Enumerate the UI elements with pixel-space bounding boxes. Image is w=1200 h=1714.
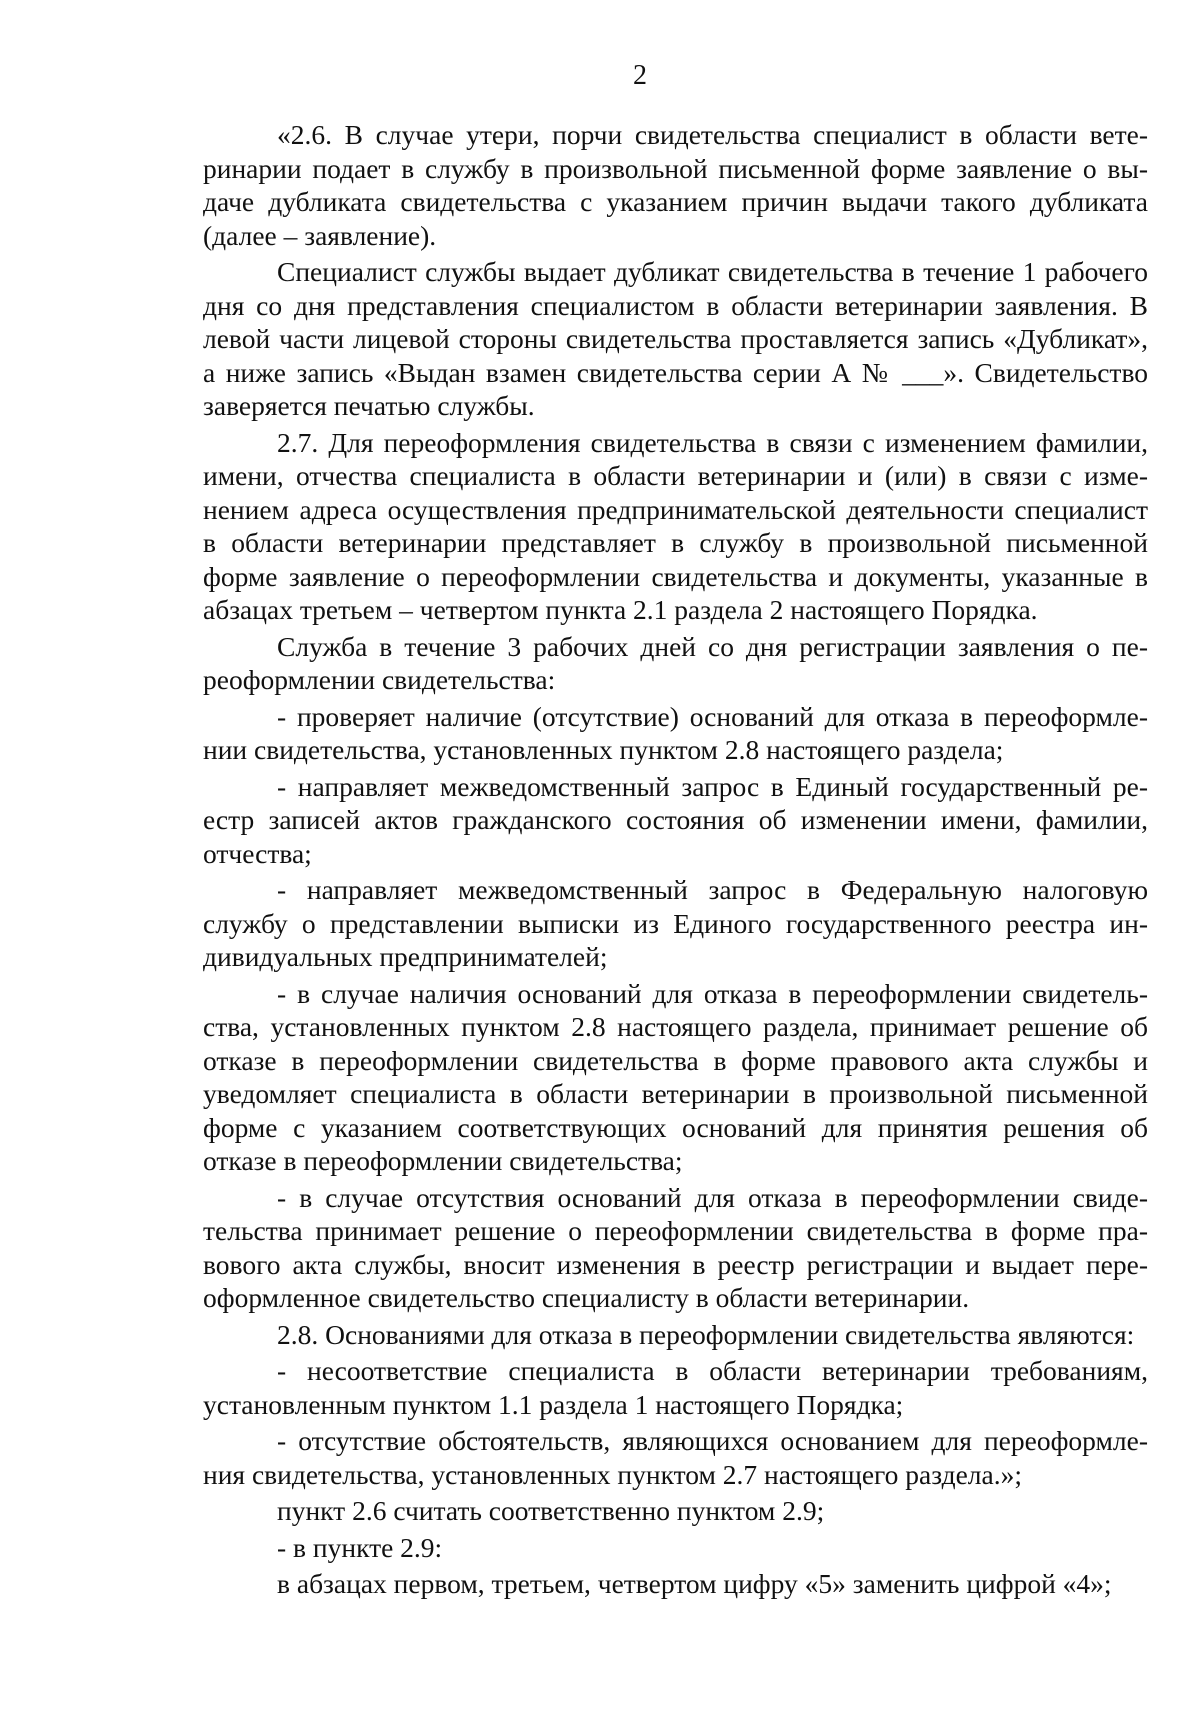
list-item-no-circumstances: - отсутствие обстоятельств, являющихся основанием для переоформления свидетельства, установленных пунктом 2.7 настоящего раздела.»; [203,1425,1148,1490]
page-number: 2 [633,60,647,91]
list-item-refusal-decision: - в случае наличия оснований для отказа в переоформлении свидетельства, установленных пунктом 2.8 настоящего раздела, принимает решение об отказе в переоформлении свидетельства в форме правового акта службы и уведомляет специалиста в области ветеринарии в произвольной письменной форме с указанием соответствующих оснований для принятия решения об отказе в переоформлении свидетельства; [203,977,1148,1176]
paragraph-in-point-2-9: - в пункте 2.9: [277,1531,443,1563]
paragraph-2-6: «2.6. В случае утери, порчи свидетельства специалист в области ветеринарии подает в службу в произвольной письменной форме заявление о выдаче дубликата свидетельства с указанием причин выдачи такого дубликата (далее – заявление). [203,119,1148,251]
paragraph-duplicate-issue: Специалист службы выдает дубликат свидетельства в течение 1 рабочего дня со дня представления специалистом в области ветеринарии заявления. В левой части лицевой стороны свидетельства проставляется запись «Дубликат», а ниже запись «Выдан взамен свидетельства серии А № ___». Свидетельство заверяется печатью службы. [203,256,1148,421]
paragraph-replace-digit: в абзацах первом, третьем, четвертом цифру «5» заменить цифрой «4»; [277,1568,1112,1599]
paragraph-2-7: 2.7. Для переоформления свидетельства в связи с изменением фамилии, имени, отчества специалиста в области ветеринарии и (или) в связи с изменением адреса осуществления предпринимательской деятельности специалист в области ветеринарии представляет в службу в произвольной письменной форме заявление о переоформлении свидетельства и документы, указанные в абзацах третьем – четвертом пункта 2.1 раздела 2 настоящего Порядка. [203,426,1148,625]
paragraph-service-actions-intro: Служба в течение 3 рабочих дней со дня регистрации заявления о переоформлении свидетельства: [203,630,1148,695]
paragraph-2-8: 2.8. Основаниями для отказа в переоформлении свидетельства являются: [277,1318,1135,1350]
list-item-request-civil-registry: - направляет межведомственный запрос в Единый государственный реестр записей актов гражданского состояния об изменении имени, фамилии, отчества; [203,770,1148,869]
paragraph-renumbering: пункт 2.6 считать соответственно пунктом 2.9; [277,1495,825,1526]
list-item-request-tax-service: - направляет межведомственный запрос в Федеральную налоговую службу о представлении выписки из Единого государственного реестра индивидуальных предпринимателей; [203,874,1148,972]
document-body [203,118,1148,1601]
list-item-check-grounds: - проверяет наличие (отсутствие) оснований для отказа в переоформлении свидетельства, установленных пунктом 2.8 настоящего раздела; [203,700,1148,765]
list-item-reissue-decision: - в случае отсутствия оснований для отказа в переоформлении свидетельства принимает решение о переоформлении свидетельства в форме правового акта службы, вносит изменения в реестр регистрации и выдает переоформленное свидетельство специалисту в области ветеринарии. [203,1181,1148,1313]
list-item-nonconformity: - несоответствие специалиста в области ветеринарии требованиям, установленным пунктом 1.1 раздела 1 настоящего Порядка; [203,1355,1148,1420]
